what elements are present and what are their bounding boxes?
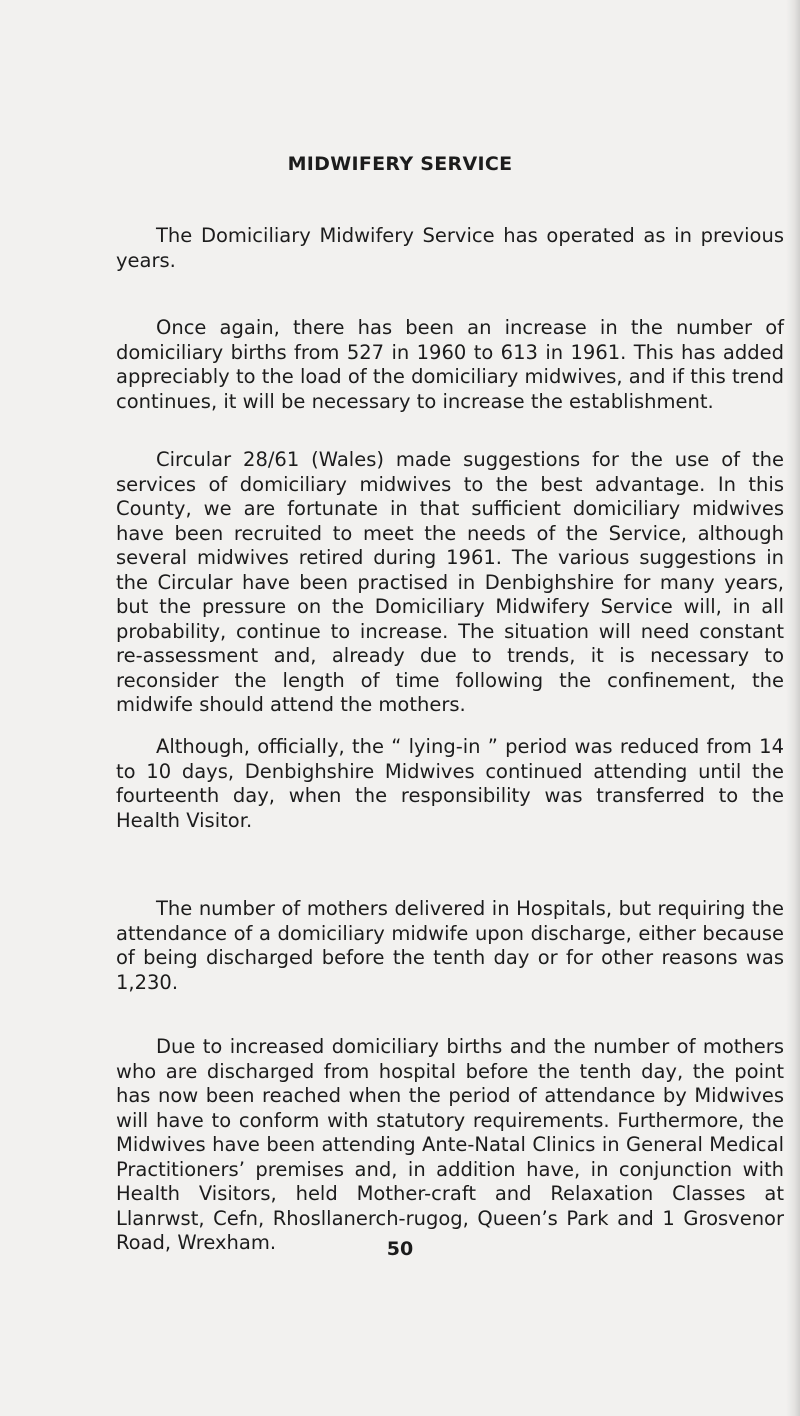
paragraph-attendance-and-classes: Due to increased domiciliary births and the number of mothers who are discharged from hospital before the tenth day, the point has now been reached when the period of attendance by Midwives will have to conform with statutory requirements. Furthermore, the Midwives have been attending Ante-Natal Clinics in General Medical Practitioners’ premises and, in addition have, in conjunction with Health Visitors, held Mother-craft and Relaxation Classes at Llanrwst, Cefn, Rhosllanerch-rugog, Queen’s Park and 1 Grosvenor Road, Wrexham.	[116, 1035, 784, 1254]
paragraph-lying-in-period: Although, officially, the “ lying-in ” period was reduced from 14 to 10 days, Denbighshire Midwives continued attending until the fourteenth day, when the responsibility was transferred to the Health Visitor.	[116, 735, 784, 832]
paragraph-circular-28-61: Circular 28/61 (Wales) made suggestions for the use of the services of domiciliary midwives to the best advantage. In this County, we are fortunate in that sufficient domiciliary midwives have been recruited to meet the needs of the Service, although several midwives retired during 1961. The various suggestions in the Circular have been practised in Denbighshire for many years, but the pressure on the Domiciliary Midwifery Service will, in all probability, continue to increase. The situation will need constant re-assessment and, already due to trends, it is necessary to reconsider the length of time following the confinement, the midwife should attend the mothers.	[116, 448, 784, 716]
paragraph-births-increase: Once again, there has been an increase in the number of domiciliary births from 527 in 1960 to 613 in 1961. This has added appreciably to the load of the domiciliary midwives, and if this trend continues, it will be necessary to increase the establishment.	[116, 316, 784, 413]
page-title: MIDWIFERY SERVICE	[287, 153, 513, 175]
paragraph-hospital-discharges: The number of mothers delivered in Hospitals, but requiring the attendance of a domiciliary midwife upon discharge, either because of being discharged before the tenth day or for other reasons was 1,230.	[116, 897, 784, 994]
paragraph-service-overview: The Domiciliary Midwifery Service has operated as in previous years.	[116, 224, 784, 272]
page-edge-shadow	[786, 0, 800, 1416]
page-number: 50	[386, 1238, 414, 1260]
